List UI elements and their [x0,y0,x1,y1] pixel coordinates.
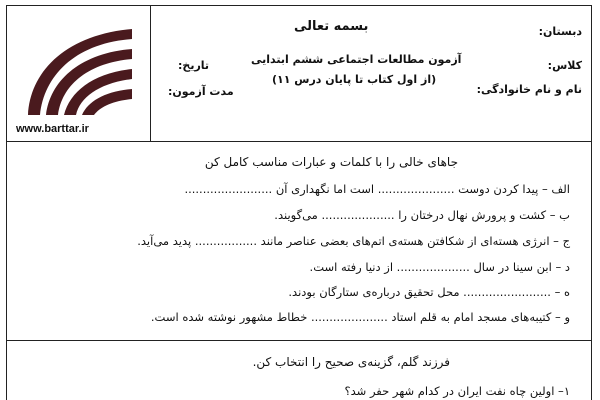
duration-label: مدت آزمون: [168,85,234,98]
class-label: کلاس: [547,59,582,72]
school-label: دبستان: [538,25,582,38]
date-label: تاریخ: [178,59,210,72]
section-divider [6,340,592,341]
blank-item-vav: و – کتیبه‌های مسجد امام به قلم استاد ..................... خطاط مشهور نوشته شده است. [150,310,570,324]
barttar-logo-icon [24,23,134,118]
student-name-label: نام و نام خانوادگی: [476,83,582,96]
blank-item-be: ب – کشت و پرورش نهال درختان را .................... می‌گویند. [274,208,570,222]
basmala: بسمه تعالی [294,19,369,34]
section2-instruction: فرزند گلم، گزینه‌ی صحیح را انتخاب کن. [252,355,450,369]
blank-item-dal: د – ابن سینا در سال .................... از دنیا رفته است. [309,260,570,274]
exam-scope: (از اول کتاب تا پایان درس ۱۱) [272,73,437,86]
logo-box [6,5,151,142]
question-1: ۱– اولین چاه نفت ایران در کدام شهر حفر شد؟ [344,384,570,398]
blank-item-alef: الف – پیدا کردن دوست ..................... است اما نگهداری آن ........................ [184,182,570,196]
blank-item-jim: ج – انرژی هسته‌ای از شکافتن هسته‌ی اتم‌های بعضی عناصر مانند ................. پدید می‌آید. [137,234,570,248]
exam-title: آزمون مطالعات اجتماعی ششم ابتدایی [251,53,462,66]
section1-instruction: جاهای خالی را با کلمات و عبارات مناسب کامل کن [204,155,458,169]
blank-item-he: ه – ........................ محل تحقیق درباره‌ی ستارگان بودند. [288,285,570,299]
logo-url: www.barttar.ir [16,123,89,135]
exam-header [6,5,592,142]
